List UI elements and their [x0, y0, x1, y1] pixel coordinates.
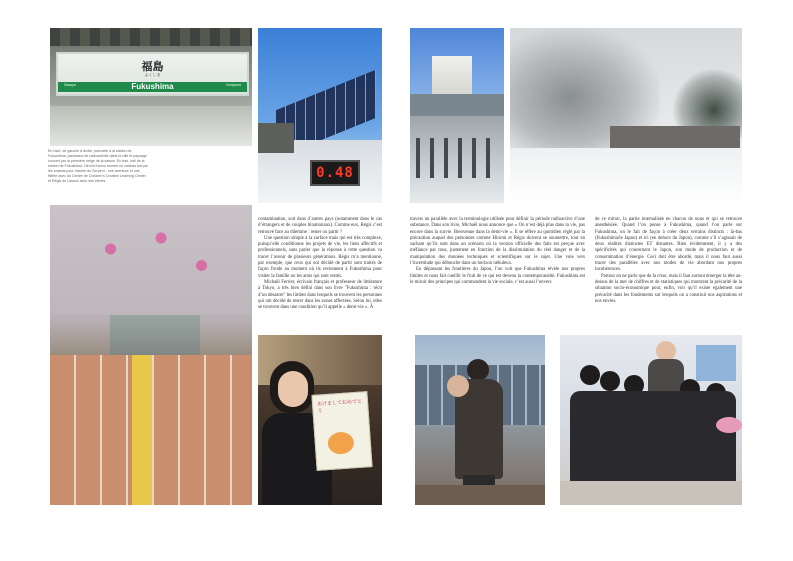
station-name-romaji: Fukushima: [131, 82, 174, 91]
column-1-paragraph-2: Une question simple à la surface mais qui est très complexe, puisqu’elle conditionne les projets de vie, les liens affectifs et professionnels, sans parler que la réponse à cette question va tracer l’avenir de plusieurs générations. Régis m’a mentionné, par exemple, que ceux qui ont décidé de partir sont traités de façon froide au moment où ils reviennent à Fukushima pour visiter la famille ou les amis qui sont restés.: [258, 235, 382, 279]
station-prev-name: Sasaya: [64, 83, 76, 87]
article-column-1: [258, 217, 382, 311]
photo-caption: En haut, de gauche à droite, pancarte à la station de Fukushima, panneaux de radioactivité dans la ville et paysage couvert par la première neige de la saison. En bas, hall de la station de Fukushima, Hiromi Kanno montre un cadeau fait par les enfants pour l’année du Serpent ; une aventure et une fillette avec du Centre de Children’s Creative Learning Center et Régis de Lasson avec ses élèves.: [48, 149, 148, 183]
dosimeter-display: 0.48: [310, 160, 360, 186]
station-name-kanji: 福島: [141, 60, 164, 73]
column-1-paragraph-3: Michaël Ferrier, écrivain français et professeur de littérature à Tokyo, a très bien défini dans son livre "Fukushima : récit d’un désastre" les limbes dans lesquels se trouvent les personnes qui ont décidé de rester dans les zones affectées. Selon lui, elles se trouvent dans une condition qu’il appelle « demi-vie ». À: [258, 279, 382, 311]
station-sign-board: [56, 52, 249, 96]
photo-station-hall: [50, 205, 252, 505]
column-2-paragraph-2: En dépassant les frontières du Japon, l’on voit que Fukushima révèle nos propres limites et nous fait cueillir le fruit de ce qui est devenu la contemporanéité. Fukushima est le miroir des principes qui commandent la vie sociale, c’est aussi l’envers: [410, 267, 585, 285]
article-column-3: [595, 217, 742, 305]
column-3-paragraph-1: de ce miroir, la partie internalisée en chacun de nous et qui se retrouve anesthésiée. Quand l’on pense à Fukushima, quand l’on parle sur Fukushima, on le fait de façon à créer deux terrains distincts : là-bas (Fukushima/le Japon) et ici (en dehors du Japon), comme s’il s’agissait de deux réalités distinctes ET distantes. Bien évidemment, il y a des spécificités qui concernent le Japon, son mode de production et de consommation d’énergie. Ceci doit être abordé, mais il nous faut aussi tracer des parallèles avec nos modes de vie abordant nos propres incohérences.: [595, 217, 742, 273]
photo-classroom-group: [560, 335, 742, 505]
book-title: あけましておめでとう: [316, 398, 363, 415]
photo-station-building-snow: [410, 28, 504, 203]
photo-fukushima-station-sign: [50, 28, 252, 146]
column-1-paragraph-1: contamination, soit dans d’autres pays (notamment dans le cas d’étrangers et de couples binationaux). Comme eux, Régis c’est retrouvé face au dilemme : rester ou partir ?: [258, 217, 382, 235]
station-next-name: Koriyama: [226, 83, 241, 87]
photo-man-with-child: [415, 335, 545, 505]
station-name-kana: ふくしま: [144, 72, 161, 77]
photo-woman-with-book: [258, 335, 382, 505]
column-3-paragraph-2: Partout on ne parle que de la crise, mais il faut surtout émerger la tête au-dessus de la mer de chiffres et de statistiques qui montrent la précarité de la situation socio-économique pour, enfin, voir qu’il existe également une précarité dans les fondements sur lesquels on a construit nos aspirations et nos envies.: [595, 273, 742, 304]
photo-solar-panel-dosimeter: [258, 28, 382, 203]
photo-snowy-trees-houses: [510, 28, 742, 203]
column-2-paragraph-1: travers un parallèle avec la terminologie utilisée pour définir la période radioactive d’une substance, Dans son livre, Michaël nous annonce que « On n’est déjà plus dans la vie, pas encore dans la survie. Bienvenue dans la demi-vie ». Il se réfère au quotidien réglé par la précaution auquel des personnes comme Hiromi et Régis doivent se soumettre, tout en sachant qu’ils sont dans un scénario où la version officielle des faits est perçue avec méfiance par tous, justement en fonction de la dissimulation du réel danger et de la manipulation des données techniques et scientifiques sur le sujet. Une voie vers l’incertitude qui débouche dans un horizon nébuleux.: [410, 217, 585, 267]
article-column-2: [410, 217, 585, 286]
